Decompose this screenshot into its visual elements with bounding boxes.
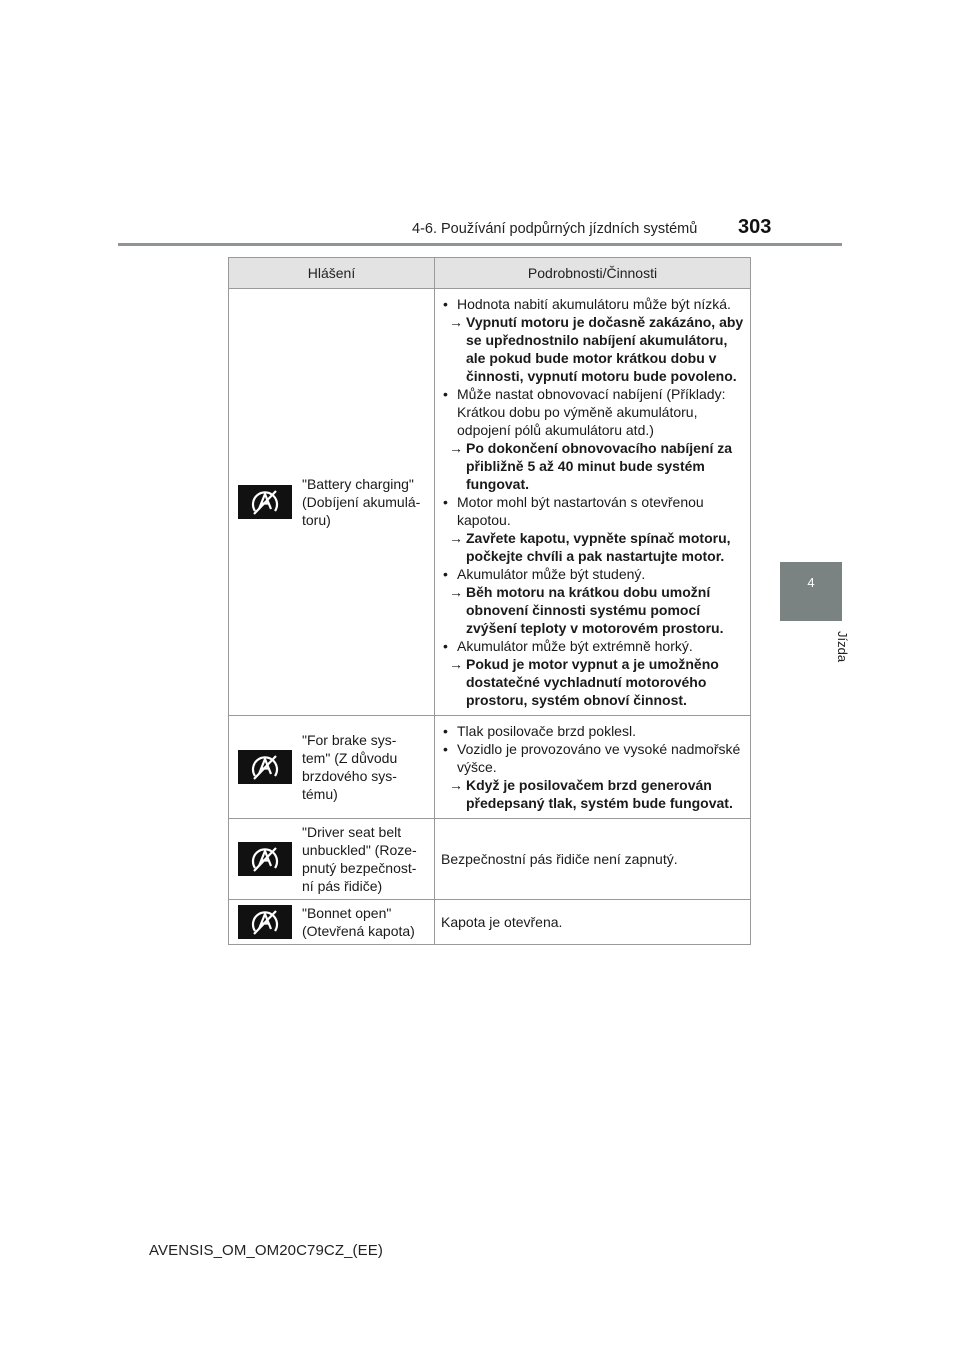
table-row	[229, 900, 751, 945]
chapter-label: Jízda	[835, 631, 850, 663]
action-item: → Po dokončení obnovovacího nabíjení za přibližně 5 až 40 minut bude systém fungovat.	[439, 439, 748, 493]
stop-start-off-icon-graphic	[247, 752, 283, 782]
stop-start-off-icon-graphic	[247, 907, 283, 937]
message-line: tem" (Z důvodu	[302, 750, 398, 766]
stop-start-off-icon	[238, 905, 292, 939]
details-cell	[435, 716, 751, 819]
table-row	[229, 819, 751, 900]
message-cell	[229, 716, 435, 819]
detail-text: Kapota je otevřena.	[441, 914, 563, 930]
cause-item: • Tlak posilovače brzd poklesl.	[439, 722, 748, 740]
message-cell	[229, 819, 435, 900]
message-text	[302, 471, 434, 533]
message-table	[228, 257, 751, 945]
cause-item: • Akumulátor může být extrémně horký.	[439, 637, 748, 655]
cause-item: • Akumulátor může být studený.	[439, 565, 748, 583]
header-divider	[118, 243, 842, 246]
message-line: "Bonnet open"	[302, 905, 392, 921]
stop-start-off-icon	[238, 842, 292, 876]
stop-start-off-icon	[238, 485, 292, 519]
table-body	[229, 289, 751, 945]
table-row	[229, 716, 751, 819]
stop-start-off-icon-graphic	[247, 844, 283, 874]
message-line: "Battery charging"	[302, 476, 414, 492]
section-title: 4-6. Používání podpůrných jízdních systémů	[412, 221, 698, 237]
message-line: pnutý bezpečnost-	[302, 860, 417, 876]
document-code: AVENSIS_OM_OM20C79CZ_(EE)	[149, 1242, 383, 1259]
message-text	[302, 727, 434, 807]
message-text	[302, 900, 434, 944]
message-line: ní pás řidiče)	[302, 878, 383, 894]
action-item: → Běh motoru na krátkou dobu umožní obnovení činnosti systému pomocí zvýšení teploty v motorovém prostoru.	[439, 583, 748, 637]
action-item: → Vypnutí motoru je dočasně zakázáno, aby se upřednostnilo nabíjení akumulátoru, ale pokud bude motor krátkou dobu v činnosti, vypnutí motoru bude povoleno.	[439, 313, 748, 385]
chapter-tab[interactable]	[780, 562, 842, 621]
stop-start-off-icon	[238, 750, 292, 784]
message-line: toru)	[302, 512, 331, 528]
action-item: → Pokud je motor vypnut a je umožněno dostatečné vychladnutí motorového prostoru, systém obnoví činnost.	[439, 655, 748, 709]
stop-start-off-icon-graphic	[247, 487, 283, 517]
details-cell	[435, 289, 751, 716]
action-item: → Zavřete kapotu, vypněte spínač motoru, počkejte chvíli a pak nastartujte motor.	[439, 529, 748, 565]
cause-item: • Hodnota nabití akumulátoru může být nízká.	[439, 295, 748, 313]
column-header-message: Hlášení	[229, 258, 435, 289]
message-line: tému)	[302, 786, 338, 802]
message-line: "For brake sys-	[302, 732, 397, 748]
table-header-row	[229, 258, 751, 289]
message-line: unbuckled" (Roze-	[302, 842, 417, 858]
column-header-details: Podrobnosti/Činnosti	[435, 258, 751, 289]
message-text	[302, 819, 434, 899]
detail-text: Bezpečnostní pás řidiče není zapnutý.	[441, 851, 678, 867]
cause-item: • Vozidlo je provozováno ve vysoké nadmořské výšce.	[439, 740, 748, 776]
message-line: "Driver seat belt	[302, 824, 402, 840]
details-cell	[435, 819, 751, 900]
chapter-number: 4	[807, 575, 815, 590]
message-cell	[229, 289, 435, 716]
page-number: 303	[738, 216, 772, 238]
message-line: (Otevřená kapota)	[302, 923, 415, 939]
message-line: brzdového sys-	[302, 768, 397, 784]
action-item: → Když je posilovačem brzd generován předepsaný tlak, systém bude fungovat.	[439, 776, 748, 812]
message-cell	[229, 900, 435, 945]
details-cell	[435, 900, 751, 945]
cause-item: • Motor mohl být nastartován s otevřenou kapotou.	[439, 493, 748, 529]
cause-item: • Může nastat obnovovací nabíjení (Příklady: Krátkou dobu po výměně akumulátoru, odpojení pólů akumulátoru atd.)	[439, 385, 748, 439]
table-row	[229, 289, 751, 716]
message-line: (Dobíjení akumulá-	[302, 494, 421, 510]
